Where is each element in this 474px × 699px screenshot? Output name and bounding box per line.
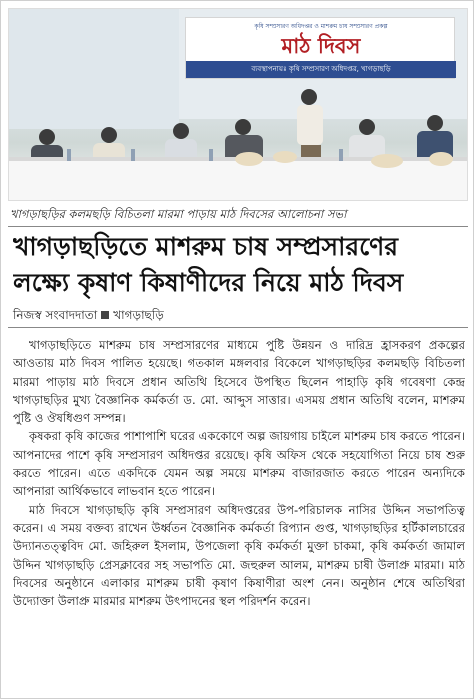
divider: [8, 327, 468, 328]
byline-location: খাগড়াছড়ি: [113, 308, 164, 322]
divider: [8, 226, 468, 227]
photo-caption: খাগড়াছড়ির কলমছড়ি বিচিতলা মারমা পাড়ায় মাঠ দিবসের আলোচনা সভা: [10, 207, 347, 221]
square-bullet-icon: [101, 311, 109, 319]
event-photo: [8, 8, 468, 201]
byline-author: নিজস্ব সংবাদদাতা: [13, 308, 98, 322]
headline-line-2: লক্ষ্যে কৃষাণ কিষাণীদের নিয়ে মাঠ দিবস: [13, 268, 404, 297]
paragraph: মাঠ দিবসে খাগড়াছড়ি কৃষি সম্প্রসারণ অধিদপ্তরের উপ-পরিচালক নাসির উদ্দিন সভাপতিত্ব করেন। এ সময় বক্তব্য রাখেন উর্ধ্বতন বৈজ্ঞানিক কর্মকর্তা রিপ্যান গুপ্ত, খাগড়াছড়ির হর্টিকালচারের উদ্যানতত্ত্ববিদ মো. জহিরুল ইসলাম, উপজেলা কৃষি কর্মকর্তা মুক্তা চাকমা, কৃষি কর্মকর্তা জামাল উদ্দিন খাগড়াছড়ি প্রেসক্লাবের সহ সভাপতি মো. জহুরুল আলম, মাশরুম চাষী উলাপ্রু মারমা। মাঠ দিবসের অনুষ্ঠানে এলাকার মাশরুম চাষী কৃষাণ কিষাণীরা অংশ নেন। অনুষ্ঠান শেষে অতিথিরা উদ্যোক্তা উলাপ্রু মারমার মাশরুম উৎপাদনের স্থল পরিদর্শন করেন।: [13, 502, 465, 609]
banner-title: মাঠ দিবস: [281, 34, 361, 58]
article-body: [13, 336, 465, 694]
paragraph: কৃষকরা কৃষি কাজের পাশাপাশি ঘরের এককোণে অল্প জায়গায় চাইলে মাশরুম চাষ করতে পারেন। আপনাদের পাশে কৃষি সম্প্রসারণ অধিদপ্তর রয়েছে। কৃষি অফিস থেকে সহযোগিতা নিয়ে চাষ শুরু করতে পারেন। এতে একদিকে যেমন অল্প সময়ে মাশরুম বাজারজাত করতে পারেন অন্যদিকে আপনারা আর্থিকভাবে লাভবান হতে পারেন।: [13, 429, 465, 499]
paragraph: খাগড়াছড়িতে মাশরুম চাষ সম্প্রসারণের মাধ্যমে পুষ্টি উন্নয়ন ও দারিদ্র হ্রাসকরণ প্রকল্পের আওতায় মাঠ দিবস পালিত হয়েছে। গতকাল মঙ্গলবার বিকেলে খাগড়াছড়ির কলমছড়ি বিচিতলা মারমা পাড়ায় মাঠ দিবসে প্রধান অতিথি হিসেবে উপস্থিত ছিলেন পাহাড়ি কৃষি গবেষণা কেন্দ্র খাগড়াছড়ির মুখ্য বৈজ্ঞানিক কর্মকর্তা ড. মো. আব্দুস সাত্তার। এসময় প্রধান অতিথি বলেন, মাশরুম পুষ্টি ও ঔষধিগুণ সম্পন্ন।: [13, 338, 465, 426]
headline: [13, 229, 465, 301]
headline-line-1: খাগড়াছড়িতে মাশরুম চাষ সম্প্রসারণের: [13, 232, 398, 261]
byline: [13, 306, 465, 324]
banner-subtitle: কৃষি সম্প্রসারণ অধিদপ্তর ও মাশরুম চাষ সম্প্রসারণ প্রকল্প: [254, 23, 388, 30]
banner-footer: ব্যবস্থাপনায়ঃ কৃষি সম্প্রসারণ অধিদপ্তর, খাগড়াছড়ি: [186, 61, 456, 78]
event-banner: [185, 17, 455, 79]
